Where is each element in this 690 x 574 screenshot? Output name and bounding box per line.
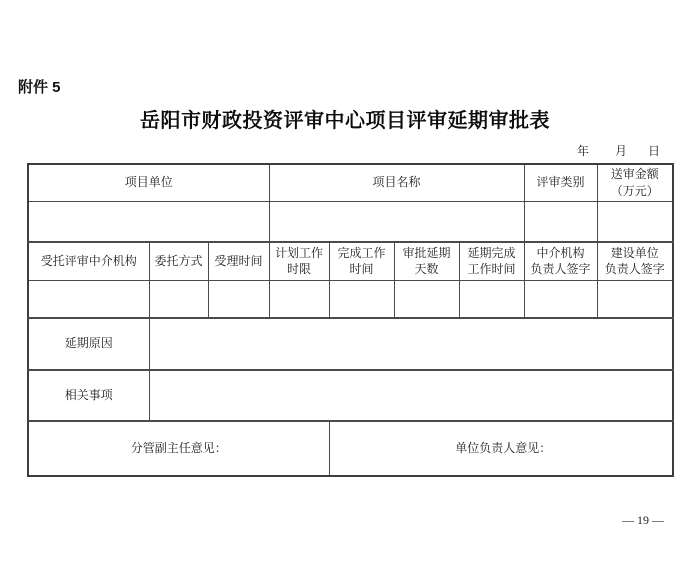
approval-form-table: [27, 163, 674, 477]
subheader-construction-unit-signature-line1: 建设单位: [610, 245, 659, 260]
project-unit-entry-cell: [28, 201, 269, 242]
related-matters-label: 相关事项: [28, 370, 149, 421]
project-name-entry-cell: [269, 201, 524, 242]
planned-work-limit-entry-cell: [269, 280, 329, 318]
subheader-planned-work-limit-line1: 计划工作: [275, 245, 324, 260]
subheader-completion-time-line2: 时间: [349, 262, 374, 277]
header-project-unit: 项目单位: [28, 164, 269, 201]
opinions-row: [28, 421, 673, 476]
acceptance-time-entry-cell: [208, 280, 269, 318]
related-matters-row: [28, 370, 673, 421]
subheader-completion-time: [329, 242, 394, 280]
subheader-agency-head-signature-line2: 负责人签字: [530, 262, 591, 277]
subheader-row: [28, 242, 673, 280]
subheader-approved-delay-days: [394, 242, 459, 280]
subheader-planned-work-limit: [269, 242, 329, 280]
entrusted-agency-entry-cell: [28, 280, 149, 318]
subheader-agency-head-signature-line1: 中介机构: [536, 245, 585, 260]
subheader-entrusted-agency: 受托评审中介机构: [28, 242, 149, 280]
attachment-label: 附件 5: [18, 79, 61, 96]
delay-reason-entry-cell: [149, 318, 673, 370]
header-review-amount: [597, 164, 673, 201]
subheader-entry-row: [28, 280, 673, 318]
subheader-planned-work-limit-line2: 时限: [287, 262, 312, 277]
construction-unit-signature-entry-cell: [597, 280, 673, 318]
date-line: [577, 142, 660, 159]
subheader-construction-unit-signature-line2: 负责人签字: [604, 262, 665, 277]
page-number: — 19 —: [622, 513, 664, 527]
delay-reason-label: 延期原因: [28, 318, 149, 370]
page-title: 岳阳市财政投资评审中心项目评审延期审批表: [140, 110, 550, 132]
entrust-method-entry-cell: [149, 280, 208, 318]
header-review-amount-line1: 送审金额: [610, 167, 659, 181]
header-project-name: 项目名称: [269, 164, 524, 201]
approved-delay-days-entry-cell: [394, 280, 459, 318]
review-amount-entry-cell: [597, 201, 673, 242]
date-year-label: 年: [577, 144, 590, 158]
deputy-director-opinion-cell: 分管副主任意见：: [28, 421, 329, 476]
date-month-label: 月: [615, 144, 628, 158]
agency-head-signature-entry-cell: [524, 280, 597, 318]
subheader-entrust-method: 委托方式: [149, 242, 208, 280]
subheader-acceptance-time: 受理时间: [208, 242, 269, 280]
subheader-delayed-completion-time-line2: 工作时间: [467, 262, 516, 277]
related-matters-entry-cell: [149, 370, 673, 421]
delayed-completion-time-entry-cell: [459, 280, 524, 318]
subheader-agency-head-signature: [524, 242, 597, 280]
subheader-approved-delay-days-line1: 审批延期: [402, 245, 451, 260]
subheader-delayed-completion-time: [459, 242, 524, 280]
completion-time-entry-cell: [329, 280, 394, 318]
subheader-approved-delay-days-line2: 天数: [414, 262, 439, 277]
header-review-category: 评审类别: [524, 164, 597, 201]
unit-head-opinion-cell: 单位负责人意见：: [329, 421, 673, 476]
header-review-amount-line2: （万元）: [610, 183, 659, 198]
subheader-delayed-completion-time-line1: 延期完成: [467, 245, 516, 260]
delay-reason-row: [28, 318, 673, 370]
header-entry-row: [28, 201, 673, 242]
subheader-construction-unit-signature: [597, 242, 673, 280]
header-row: [28, 164, 673, 201]
subheader-completion-time-line1: 完成工作: [337, 245, 386, 260]
date-day-label: 日: [648, 144, 661, 158]
review-category-entry-cell: [524, 201, 597, 242]
